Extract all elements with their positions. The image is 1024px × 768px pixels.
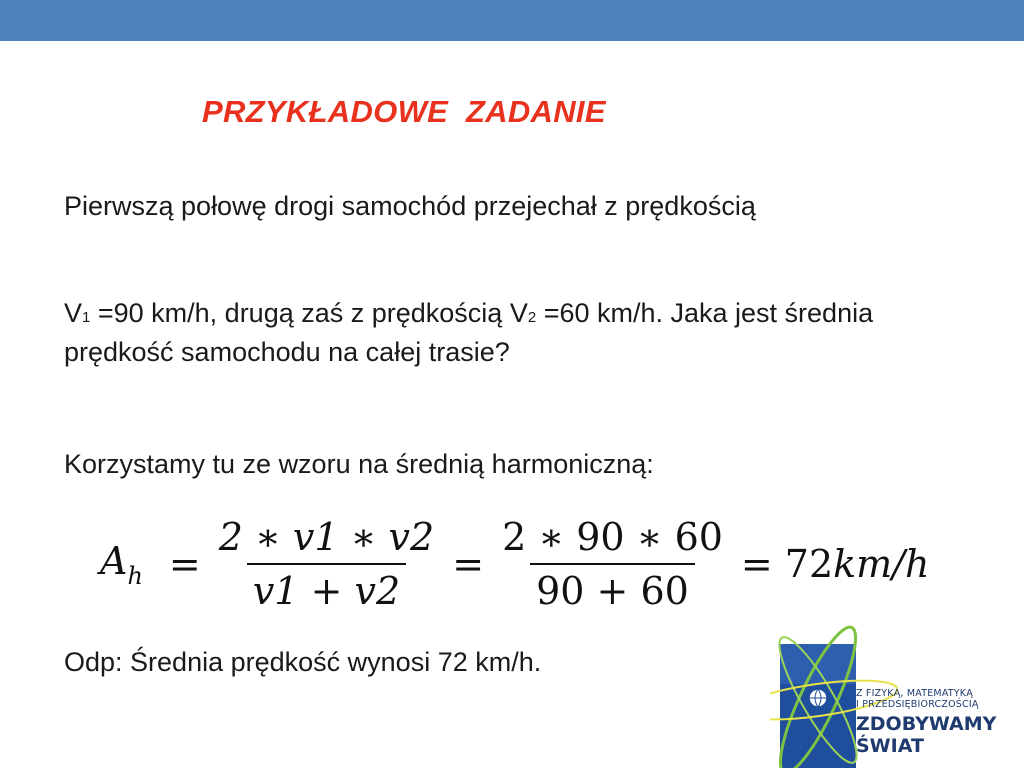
formula-lhs-subscript: h (127, 561, 143, 590)
logo-title-2: ŚWIAT (856, 735, 924, 757)
paragraph-problem-intro: Pierwszą połowę drogi samochód przejechał z prędkością (64, 191, 756, 221)
v1-subscript: 1 (82, 309, 91, 326)
formula-fraction-symbolic (213, 515, 440, 613)
formula-result (785, 542, 930, 586)
formula-equals-2: = (452, 542, 485, 586)
v2-label: V (509, 298, 528, 328)
formula-result-unit: km/h (833, 542, 930, 586)
fraction-numeric-denominator: 90 + 60 (530, 563, 695, 613)
logo-title-1: ZDOBYWAMY (856, 713, 997, 735)
logo-tagline-2: I PRZEDSIĘBIORCZOŚCIĄ (856, 699, 979, 710)
answer-text: Odp: Średnia prędkość wynosi 72 km/h. (64, 647, 542, 677)
formula-lhs-symbol: A (100, 538, 128, 583)
fraction-symbolic-numerator: 2 ∗ v1 ∗ v2 (218, 515, 435, 559)
harmonic-mean-formula (100, 514, 929, 614)
v2-text: =60 km/h. Jaka jest średnia prędkość samochodu na całej trasie? (64, 298, 874, 367)
slide-title: PRZYKŁADOWE ZADANIE (202, 94, 606, 129)
paragraph-problem-details (64, 296, 904, 369)
formula-result-value: 72 (784, 542, 834, 586)
logo-tagline-1: Z FIZYKĄ, MATEMATYKĄ (856, 688, 973, 699)
fraction-numeric-numerator: 2 ∗ 90 ∗ 60 (502, 515, 723, 559)
formula-equals-1: = (168, 542, 201, 586)
formula-equals-3: = (740, 542, 773, 586)
formula-lhs (100, 539, 143, 590)
v1-label: V (64, 298, 83, 328)
paragraph-formula-intro: Korzystamy tu ze wzoru na średnią harmoniczną: (64, 449, 654, 479)
v2-subscript: 2 (527, 309, 537, 326)
formula-fraction-numeric (496, 515, 729, 613)
fraction-symbolic-denominator: v1 + v2 (247, 563, 406, 613)
top-bar (0, 0, 1024, 41)
v1-text: =90 km/h, drugą zaś z prędkością (90, 298, 510, 328)
